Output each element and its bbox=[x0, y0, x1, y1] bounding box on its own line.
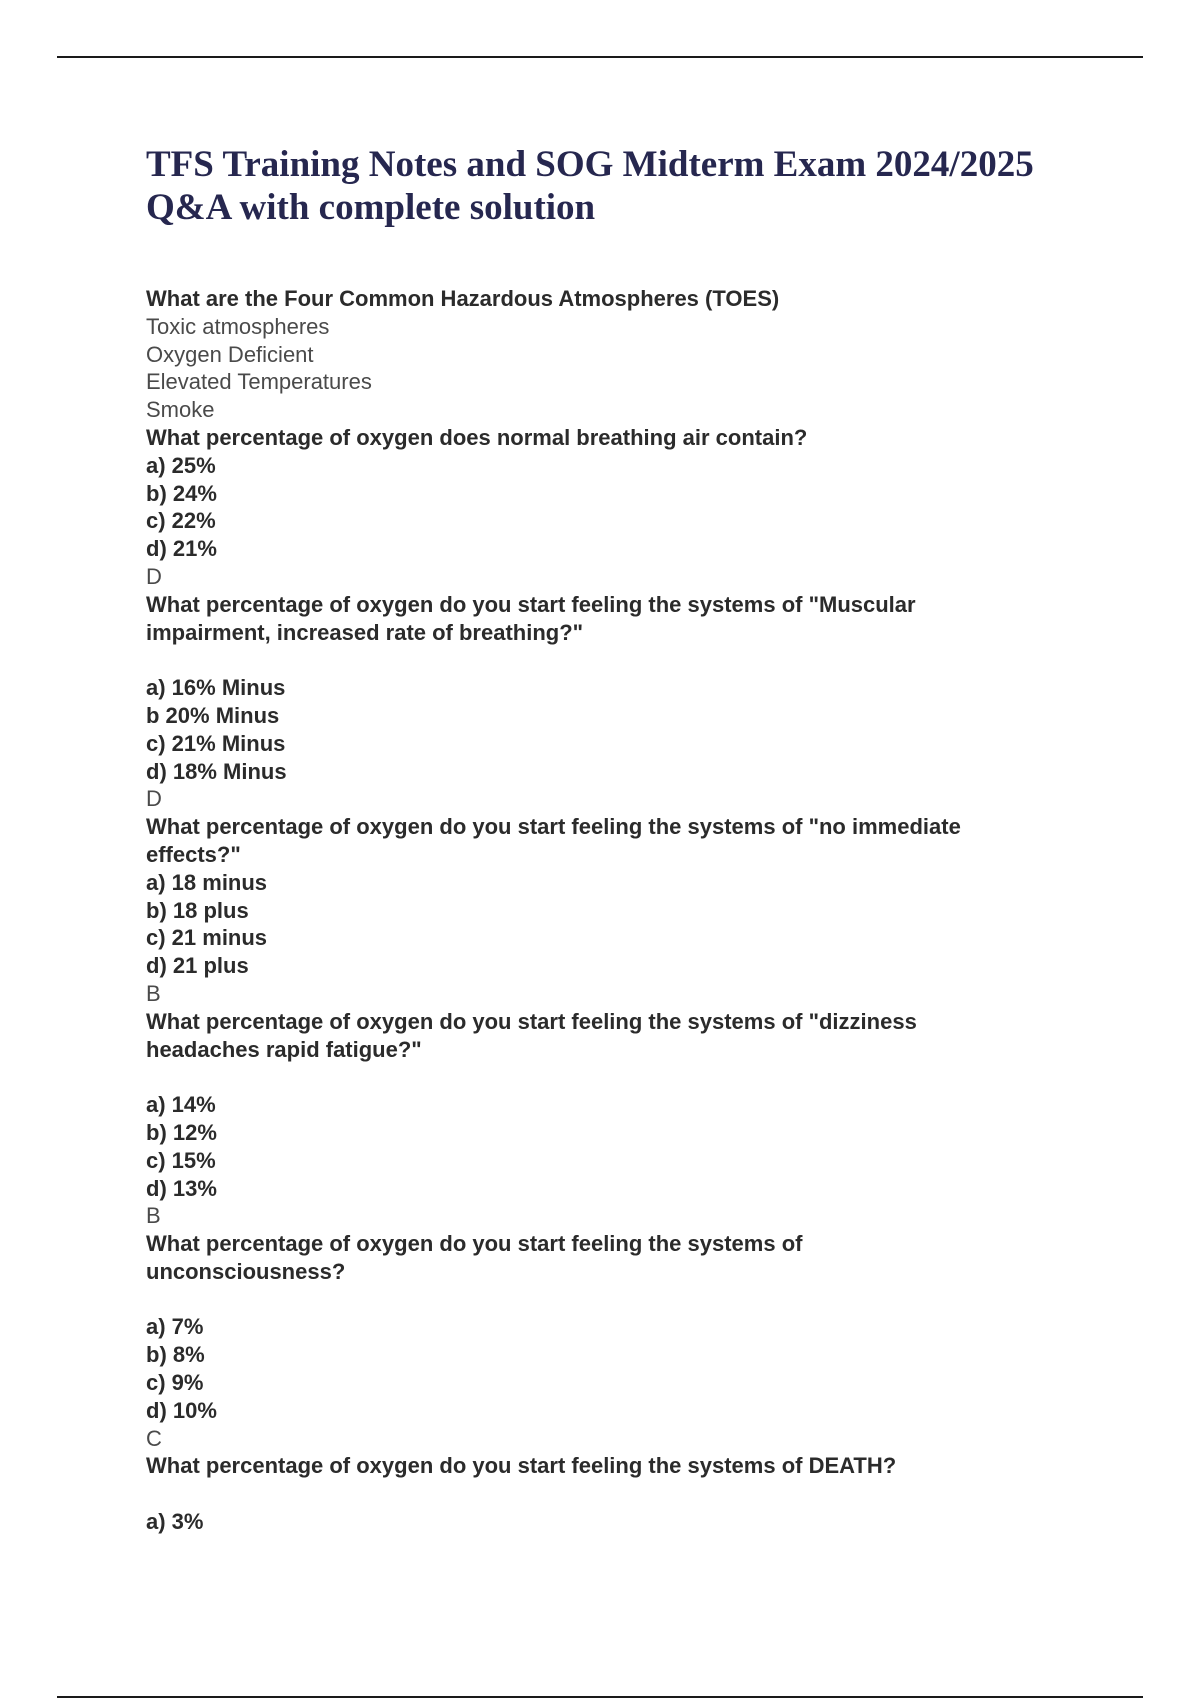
qa-item bbox=[146, 1452, 1066, 1535]
answer-option: d) 18% Minus bbox=[146, 758, 287, 784]
question-text: What percentage of oxygen do you start feeling the systems of bbox=[146, 1231, 803, 1257]
answer-text: B bbox=[146, 1203, 161, 1229]
answer-option: c) 21 minus bbox=[146, 925, 268, 951]
answer-option: c) 15% bbox=[146, 1147, 216, 1173]
answer-option: a) 3% bbox=[146, 1509, 204, 1535]
answer-text: C bbox=[146, 1425, 162, 1451]
document-title bbox=[146, 143, 1106, 229]
bottom-rule bbox=[57, 1696, 1143, 1698]
question-text: effects?" bbox=[146, 841, 241, 867]
answer-option: c) 22% bbox=[146, 508, 216, 534]
spacer bbox=[146, 1063, 1066, 1091]
answer-option: b) 18 plus bbox=[146, 897, 249, 923]
answer-option: c) 21% Minus bbox=[146, 730, 286, 756]
qa-item bbox=[146, 285, 1066, 424]
answer-option: a) 14% bbox=[146, 1092, 216, 1118]
answer-text: D bbox=[146, 786, 162, 812]
answer-option: a) 7% bbox=[146, 1314, 204, 1340]
question-text: headaches rapid fatigue?" bbox=[146, 1036, 422, 1062]
answer-option: a) 16% Minus bbox=[146, 675, 286, 701]
qa-item bbox=[146, 591, 1066, 813]
answer-option: b) 8% bbox=[146, 1342, 205, 1368]
question-text: What percentage of oxygen does normal breathing air contain? bbox=[146, 424, 808, 450]
question-text: What percentage of oxygen do you start feeling the systems of "dizziness bbox=[146, 1008, 917, 1034]
qa-item bbox=[146, 1230, 1066, 1452]
question-text: What are the Four Common Hazardous Atmospheres (TOES) bbox=[146, 286, 780, 311]
spacer bbox=[146, 646, 1066, 674]
answer-option: d) 13% bbox=[146, 1175, 217, 1201]
top-rule bbox=[57, 56, 1143, 58]
answer-option: b 20% Minus bbox=[146, 702, 280, 728]
qa-item bbox=[146, 1008, 1066, 1230]
qa-item bbox=[146, 424, 1066, 591]
answer-option: d) 10% bbox=[146, 1397, 217, 1423]
question-text: What percentage of oxygen do you start feeling the systems of "no immediate bbox=[146, 814, 961, 840]
answer-text: Smoke bbox=[146, 397, 215, 423]
question-text: What percentage of oxygen do you start feeling the systems of "Muscular bbox=[146, 591, 916, 617]
answer-option: b) 24% bbox=[146, 480, 217, 506]
answer-option: a) 18 minus bbox=[146, 869, 268, 895]
spacer bbox=[146, 1480, 1066, 1508]
question-text: unconsciousness? bbox=[146, 1258, 346, 1284]
answer-text: Elevated Temperatures bbox=[146, 369, 372, 395]
spacer bbox=[146, 1286, 1066, 1314]
answer-option: d) 21 plus bbox=[146, 953, 249, 979]
qa-content bbox=[146, 285, 1066, 1536]
answer-text: Oxygen Deficient bbox=[146, 341, 314, 367]
answer-option: a) 25% bbox=[146, 452, 216, 478]
answer-text: Toxic atmospheres bbox=[146, 313, 330, 339]
answer-text: D bbox=[146, 563, 162, 589]
question-text: impairment, increased rate of breathing?" bbox=[146, 619, 584, 645]
title-line: TFS Training Notes and SOG Midterm Exam 2024/2025 bbox=[146, 144, 1034, 185]
question-text: What percentage of oxygen do you start feeling the systems of DEATH? bbox=[146, 1453, 897, 1479]
title-line: Q&A with complete solution bbox=[146, 187, 596, 228]
answer-option: c) 9% bbox=[146, 1370, 204, 1396]
answer-option: d) 21% bbox=[146, 536, 217, 562]
answer-option: b) 12% bbox=[146, 1119, 217, 1145]
qa-item bbox=[146, 813, 1066, 1008]
answer-text: B bbox=[146, 980, 161, 1006]
